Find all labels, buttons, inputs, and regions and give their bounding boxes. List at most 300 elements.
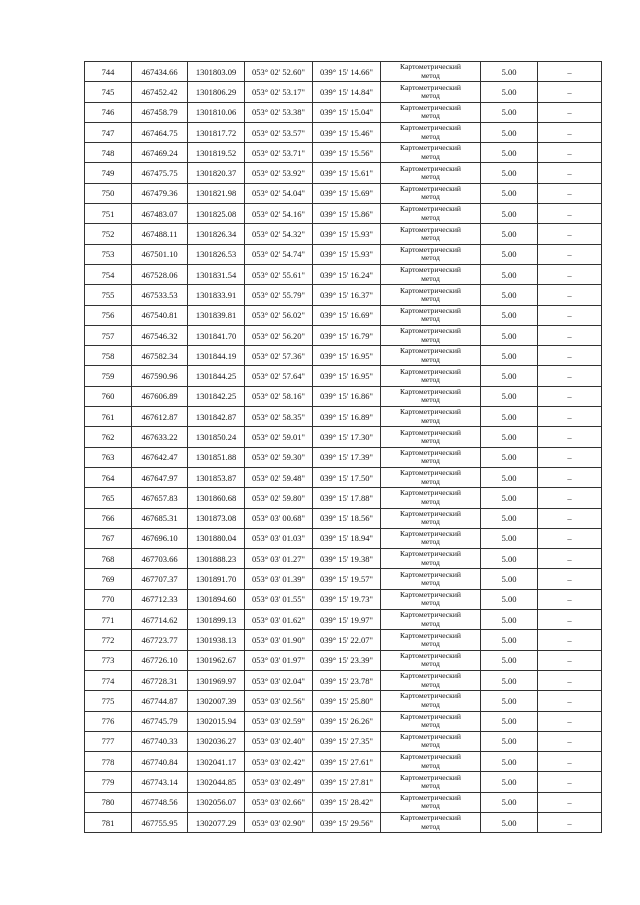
point-number-cell: 750 (85, 183, 132, 203)
longitude-cell: 039° 15' 15.61" (313, 163, 381, 183)
x-coordinate-cell: 467707.37 (132, 569, 188, 589)
note-cell: – (538, 569, 602, 589)
latitude-cell: 053° 03' 01.03" (245, 528, 313, 548)
table-row (85, 224, 602, 244)
table-row (85, 488, 602, 508)
point-number-cell: 761 (85, 407, 132, 427)
point-number-cell: 778 (85, 752, 132, 772)
latitude-cell: 053° 02' 59.80" (245, 488, 313, 508)
longitude-cell: 039° 15' 25.80" (313, 691, 381, 711)
latitude-cell: 053° 02' 57.64" (245, 366, 313, 386)
longitude-cell: 039° 15' 22.07" (313, 630, 381, 650)
note-cell: – (538, 549, 602, 569)
x-coordinate-cell: 467703.66 (132, 549, 188, 569)
accuracy-cell: 5.00 (481, 407, 538, 427)
longitude-cell: 039° 15' 15.93" (313, 224, 381, 244)
point-number-cell: 775 (85, 691, 132, 711)
note-cell: – (538, 792, 602, 812)
longitude-cell: 039° 15' 26.26" (313, 711, 381, 731)
y-coordinate-cell: 1301899.13 (188, 610, 245, 630)
method-text-line: Картометрический (400, 386, 461, 396)
latitude-cell: 053° 03' 02.90" (245, 812, 313, 832)
table-body (85, 62, 602, 833)
longitude-cell: 039° 15' 16.24" (313, 264, 381, 284)
method-text-line: Картометрический (400, 610, 461, 620)
method-text-line: метод (421, 679, 440, 689)
y-coordinate-cell: 1301826.53 (188, 244, 245, 264)
method-text-line: метод (421, 90, 440, 100)
coordinates-table (84, 61, 602, 833)
method-text-line: Картометрический (400, 62, 461, 72)
table-row (85, 122, 602, 142)
method-cell (381, 610, 481, 630)
longitude-cell: 039° 15' 15.69" (313, 183, 381, 203)
accuracy-cell: 5.00 (481, 62, 538, 82)
note-cell: – (538, 691, 602, 711)
method-text-line: Картометрический (400, 569, 461, 579)
accuracy-cell: 5.00 (481, 752, 538, 772)
method-cell (381, 224, 481, 244)
y-coordinate-cell: 1301853.87 (188, 467, 245, 487)
latitude-cell: 053° 02' 57.36" (245, 346, 313, 366)
longitude-cell: 039° 15' 27.61" (313, 752, 381, 772)
accuracy-cell: 5.00 (481, 183, 538, 203)
accuracy-cell: 5.00 (481, 244, 538, 264)
x-coordinate-cell: 467740.84 (132, 752, 188, 772)
table-row (85, 792, 602, 812)
method-text-line: Картометрический (400, 366, 461, 376)
y-coordinate-cell: 1302056.07 (188, 792, 245, 812)
latitude-cell: 053° 03' 02.04" (245, 670, 313, 690)
longitude-cell: 039° 15' 14.84" (313, 82, 381, 102)
accuracy-cell: 5.00 (481, 812, 538, 832)
latitude-cell: 053° 02' 54.32" (245, 224, 313, 244)
longitude-cell: 039° 15' 16.89" (313, 407, 381, 427)
method-text-line: метод (421, 151, 440, 161)
x-coordinate-cell: 467528.06 (132, 264, 188, 284)
note-cell: – (538, 467, 602, 487)
y-coordinate-cell: 1301803.09 (188, 62, 245, 82)
accuracy-cell: 5.00 (481, 467, 538, 487)
point-number-cell: 774 (85, 670, 132, 690)
accuracy-cell: 5.00 (481, 102, 538, 122)
longitude-cell: 039° 15' 17.88" (313, 488, 381, 508)
longitude-cell: 039° 15' 23.39" (313, 650, 381, 670)
method-text-line: метод (421, 720, 440, 730)
method-text-line: метод (421, 375, 440, 385)
latitude-cell: 053° 03' 02.59" (245, 711, 313, 731)
method-text-line: Картометрический (400, 427, 461, 437)
method-text-line: Картометрический (400, 732, 461, 742)
table-row (85, 691, 602, 711)
method-text-line: Картометрический (400, 184, 461, 194)
y-coordinate-cell: 1301873.08 (188, 508, 245, 528)
method-text-line: метод (421, 70, 440, 80)
latitude-cell: 053° 02' 55.61" (245, 264, 313, 284)
x-coordinate-cell: 467685.31 (132, 508, 188, 528)
x-coordinate-cell: 467642.47 (132, 447, 188, 467)
x-coordinate-cell: 467483.07 (132, 204, 188, 224)
point-number-cell: 746 (85, 102, 132, 122)
point-number-cell: 772 (85, 630, 132, 650)
method-text-line: метод (421, 354, 440, 364)
accuracy-cell: 5.00 (481, 427, 538, 447)
longitude-cell: 039° 15' 14.66" (313, 62, 381, 82)
point-number-cell: 777 (85, 731, 132, 751)
method-cell (381, 812, 481, 832)
point-number-cell: 781 (85, 812, 132, 832)
method-cell (381, 528, 481, 548)
method-cell (381, 589, 481, 609)
x-coordinate-cell: 467501.10 (132, 244, 188, 264)
latitude-cell: 053° 03' 01.97" (245, 650, 313, 670)
method-text-line: Картометрический (400, 508, 461, 518)
method-cell (381, 467, 481, 487)
latitude-cell: 053° 03' 00.68" (245, 508, 313, 528)
method-cell (381, 711, 481, 731)
accuracy-cell: 5.00 (481, 285, 538, 305)
note-cell: – (538, 650, 602, 670)
method-text-line: Картометрический (400, 204, 461, 214)
method-text-line: метод (421, 131, 440, 141)
latitude-cell: 053° 02' 53.38" (245, 102, 313, 122)
method-cell (381, 427, 481, 447)
y-coordinate-cell: 1302015.94 (188, 711, 245, 731)
method-cell (381, 508, 481, 528)
latitude-cell: 053° 03' 01.55" (245, 589, 313, 609)
accuracy-cell: 5.00 (481, 204, 538, 224)
method-text-line: метод (421, 253, 440, 263)
table-row (85, 569, 602, 589)
latitude-cell: 053° 02' 54.04" (245, 183, 313, 203)
table-row (85, 447, 602, 467)
x-coordinate-cell: 467748.56 (132, 792, 188, 812)
longitude-cell: 039° 15' 19.97" (313, 610, 381, 630)
point-number-cell: 767 (85, 528, 132, 548)
method-text-line: Картометрический (400, 772, 461, 782)
accuracy-cell: 5.00 (481, 549, 538, 569)
table-row (85, 183, 602, 203)
latitude-cell: 053° 03' 01.90" (245, 630, 313, 650)
accuracy-cell: 5.00 (481, 488, 538, 508)
x-coordinate-cell: 467479.36 (132, 183, 188, 203)
method-text-line: метод (421, 212, 440, 222)
table-row (85, 204, 602, 224)
point-number-cell: 763 (85, 447, 132, 467)
accuracy-cell: 5.00 (481, 650, 538, 670)
method-text-line: метод (421, 293, 440, 303)
note-cell: – (538, 122, 602, 142)
method-text-line: метод (421, 618, 440, 628)
method-cell (381, 670, 481, 690)
note-cell: – (538, 711, 602, 731)
latitude-cell: 053° 02' 56.02" (245, 305, 313, 325)
point-number-cell: 776 (85, 711, 132, 731)
y-coordinate-cell: 1302044.85 (188, 772, 245, 792)
y-coordinate-cell: 1301969.97 (188, 670, 245, 690)
point-number-cell: 766 (85, 508, 132, 528)
table-row (85, 62, 602, 82)
method-cell (381, 82, 481, 102)
latitude-cell: 053° 03' 02.66" (245, 792, 313, 812)
method-text-line: Картометрический (400, 630, 461, 640)
table-row (85, 325, 602, 345)
point-number-cell: 752 (85, 224, 132, 244)
longitude-cell: 039° 15' 18.94" (313, 528, 381, 548)
method-text-line: Картометрический (400, 346, 461, 356)
note-cell: – (538, 670, 602, 690)
longitude-cell: 039° 15' 17.30" (313, 427, 381, 447)
accuracy-cell: 5.00 (481, 528, 538, 548)
latitude-cell: 053° 02' 53.17" (245, 82, 313, 102)
table-row (85, 467, 602, 487)
y-coordinate-cell: 1301880.04 (188, 528, 245, 548)
point-number-cell: 758 (85, 346, 132, 366)
point-number-cell: 756 (85, 305, 132, 325)
table-row (85, 366, 602, 386)
point-number-cell: 755 (85, 285, 132, 305)
accuracy-cell: 5.00 (481, 792, 538, 812)
x-coordinate-cell: 467606.89 (132, 386, 188, 406)
latitude-cell: 053° 02' 53.57" (245, 122, 313, 142)
y-coordinate-cell: 1301819.52 (188, 143, 245, 163)
method-text-line: Картометрический (400, 265, 461, 275)
method-cell (381, 752, 481, 772)
y-coordinate-cell: 1301891.70 (188, 569, 245, 589)
table-row (85, 650, 602, 670)
method-cell (381, 650, 481, 670)
x-coordinate-cell: 467657.83 (132, 488, 188, 508)
note-cell: – (538, 772, 602, 792)
longitude-cell: 039° 15' 15.46" (313, 122, 381, 142)
method-cell (381, 122, 481, 142)
table-row (85, 163, 602, 183)
method-text-line: метод (421, 598, 440, 608)
x-coordinate-cell: 467696.10 (132, 528, 188, 548)
x-coordinate-cell: 467745.79 (132, 711, 188, 731)
method-text-line: метод (421, 334, 440, 344)
method-text-line: метод (421, 192, 440, 202)
x-coordinate-cell: 467740.33 (132, 731, 188, 751)
latitude-cell: 053° 02' 54.16" (245, 204, 313, 224)
accuracy-cell: 5.00 (481, 386, 538, 406)
method-text-line: Картометрический (400, 285, 461, 295)
x-coordinate-cell: 467546.32 (132, 325, 188, 345)
latitude-cell: 053° 03' 01.62" (245, 610, 313, 630)
note-cell: – (538, 508, 602, 528)
table-row (85, 305, 602, 325)
method-cell (381, 407, 481, 427)
method-text-line: Картометрический (400, 143, 461, 153)
longitude-cell: 039° 15' 23.78" (313, 670, 381, 690)
accuracy-cell: 5.00 (481, 346, 538, 366)
accuracy-cell: 5.00 (481, 569, 538, 589)
method-text-line: метод (421, 659, 440, 669)
table-row (85, 407, 602, 427)
y-coordinate-cell: 1301825.08 (188, 204, 245, 224)
method-text-line: Картометрический (400, 549, 461, 559)
note-cell: – (538, 264, 602, 284)
y-coordinate-cell: 1301839.81 (188, 305, 245, 325)
note-cell: – (538, 589, 602, 609)
y-coordinate-cell: 1302036.27 (188, 731, 245, 751)
method-text-line: Картометрический (400, 711, 461, 721)
latitude-cell: 053° 03' 02.56" (245, 691, 313, 711)
y-coordinate-cell: 1302007.39 (188, 691, 245, 711)
point-number-cell: 757 (85, 325, 132, 345)
point-number-cell: 770 (85, 589, 132, 609)
x-coordinate-cell: 467726.10 (132, 650, 188, 670)
table-row (85, 264, 602, 284)
y-coordinate-cell: 1301844.25 (188, 366, 245, 386)
note-cell: – (538, 386, 602, 406)
x-coordinate-cell: 467475.75 (132, 163, 188, 183)
method-text-line: метод (421, 273, 440, 283)
method-text-line: метод (421, 557, 440, 567)
method-text-line: Картометрический (400, 650, 461, 660)
latitude-cell: 053° 02' 55.79" (245, 285, 313, 305)
point-number-cell: 760 (85, 386, 132, 406)
method-cell (381, 772, 481, 792)
note-cell: – (538, 407, 602, 427)
note-cell: – (538, 163, 602, 183)
method-text-line: метод (421, 821, 440, 831)
longitude-cell: 039° 15' 16.86" (313, 386, 381, 406)
note-cell: – (538, 346, 602, 366)
x-coordinate-cell: 467488.11 (132, 224, 188, 244)
longitude-cell: 039° 15' 15.56" (313, 143, 381, 163)
method-text-line: метод (421, 456, 440, 466)
method-cell (381, 386, 481, 406)
point-number-cell: 769 (85, 569, 132, 589)
point-number-cell: 779 (85, 772, 132, 792)
accuracy-cell: 5.00 (481, 589, 538, 609)
table-row (85, 610, 602, 630)
table-row (85, 670, 602, 690)
accuracy-cell: 5.00 (481, 630, 538, 650)
table-row (85, 630, 602, 650)
method-cell (381, 183, 481, 203)
longitude-cell: 039° 15' 15.04" (313, 102, 381, 122)
method-cell (381, 143, 481, 163)
latitude-cell: 053° 03' 02.49" (245, 772, 313, 792)
method-text-line: Картометрический (400, 468, 461, 478)
table-row (85, 102, 602, 122)
method-text-line: Картометрический (400, 326, 461, 336)
method-cell (381, 366, 481, 386)
point-number-cell: 759 (85, 366, 132, 386)
latitude-cell: 053° 02' 52.60" (245, 62, 313, 82)
x-coordinate-cell: 467464.75 (132, 122, 188, 142)
y-coordinate-cell: 1301820.37 (188, 163, 245, 183)
method-text-line: Картометрический (400, 102, 461, 112)
x-coordinate-cell: 467612.87 (132, 407, 188, 427)
method-text-line: метод (421, 638, 440, 648)
point-number-cell: 751 (85, 204, 132, 224)
point-number-cell: 745 (85, 82, 132, 102)
point-number-cell: 749 (85, 163, 132, 183)
method-text-line: метод (421, 435, 440, 445)
method-cell (381, 691, 481, 711)
y-coordinate-cell: 1301962.67 (188, 650, 245, 670)
method-cell (381, 244, 481, 264)
latitude-cell: 053° 03' 02.40" (245, 731, 313, 751)
x-coordinate-cell: 467647.97 (132, 467, 188, 487)
x-coordinate-cell: 467458.79 (132, 102, 188, 122)
point-number-cell: 754 (85, 264, 132, 284)
note-cell: – (538, 325, 602, 345)
longitude-cell: 039° 15' 29.56" (313, 812, 381, 832)
y-coordinate-cell: 1302041.17 (188, 752, 245, 772)
y-coordinate-cell: 1301938.13 (188, 630, 245, 650)
method-text-line: Картометрический (400, 163, 461, 173)
table-row (85, 711, 602, 731)
latitude-cell: 053° 02' 58.35" (245, 407, 313, 427)
latitude-cell: 053° 02' 58.16" (245, 386, 313, 406)
method-text-line: метод (421, 395, 440, 405)
note-cell: – (538, 143, 602, 163)
accuracy-cell: 5.00 (481, 122, 538, 142)
y-coordinate-cell: 1301842.25 (188, 386, 245, 406)
method-text-line: Картометрический (400, 305, 461, 315)
accuracy-cell: 5.00 (481, 143, 538, 163)
y-coordinate-cell: 1301810.06 (188, 102, 245, 122)
table-row (85, 549, 602, 569)
method-text-line: метод (421, 172, 440, 182)
longitude-cell: 039° 15' 19.38" (313, 549, 381, 569)
y-coordinate-cell: 1301842.87 (188, 407, 245, 427)
method-text-line: метод (421, 517, 440, 527)
note-cell: – (538, 752, 602, 772)
accuracy-cell: 5.00 (481, 82, 538, 102)
x-coordinate-cell: 467728.31 (132, 670, 188, 690)
method-cell (381, 305, 481, 325)
latitude-cell: 053° 02' 53.92" (245, 163, 313, 183)
accuracy-cell: 5.00 (481, 772, 538, 792)
method-text-line: Картометрический (400, 529, 461, 539)
y-coordinate-cell: 1301831.54 (188, 264, 245, 284)
table-row (85, 346, 602, 366)
method-cell (381, 204, 481, 224)
method-text-line: метод (421, 476, 440, 486)
note-cell: – (538, 528, 602, 548)
method-cell (381, 264, 481, 284)
latitude-cell: 053° 03' 02.42" (245, 752, 313, 772)
longitude-cell: 039° 15' 16.95" (313, 346, 381, 366)
x-coordinate-cell: 467744.87 (132, 691, 188, 711)
point-number-cell: 753 (85, 244, 132, 264)
accuracy-cell: 5.00 (481, 305, 538, 325)
x-coordinate-cell: 467452.42 (132, 82, 188, 102)
method-text-line: Картометрический (400, 691, 461, 701)
note-cell: – (538, 731, 602, 751)
method-cell (381, 447, 481, 467)
table-row (85, 386, 602, 406)
method-cell (381, 792, 481, 812)
y-coordinate-cell: 1301860.68 (188, 488, 245, 508)
x-coordinate-cell: 467723.77 (132, 630, 188, 650)
note-cell: – (538, 630, 602, 650)
latitude-cell: 053° 02' 59.01" (245, 427, 313, 447)
longitude-cell: 039° 15' 16.95" (313, 366, 381, 386)
longitude-cell: 039° 15' 18.56" (313, 508, 381, 528)
method-text-line: метод (421, 111, 440, 121)
note-cell: – (538, 183, 602, 203)
method-cell (381, 549, 481, 569)
x-coordinate-cell: 467582.34 (132, 346, 188, 366)
y-coordinate-cell: 1301850.24 (188, 427, 245, 447)
method-text-line: Картометрический (400, 82, 461, 92)
